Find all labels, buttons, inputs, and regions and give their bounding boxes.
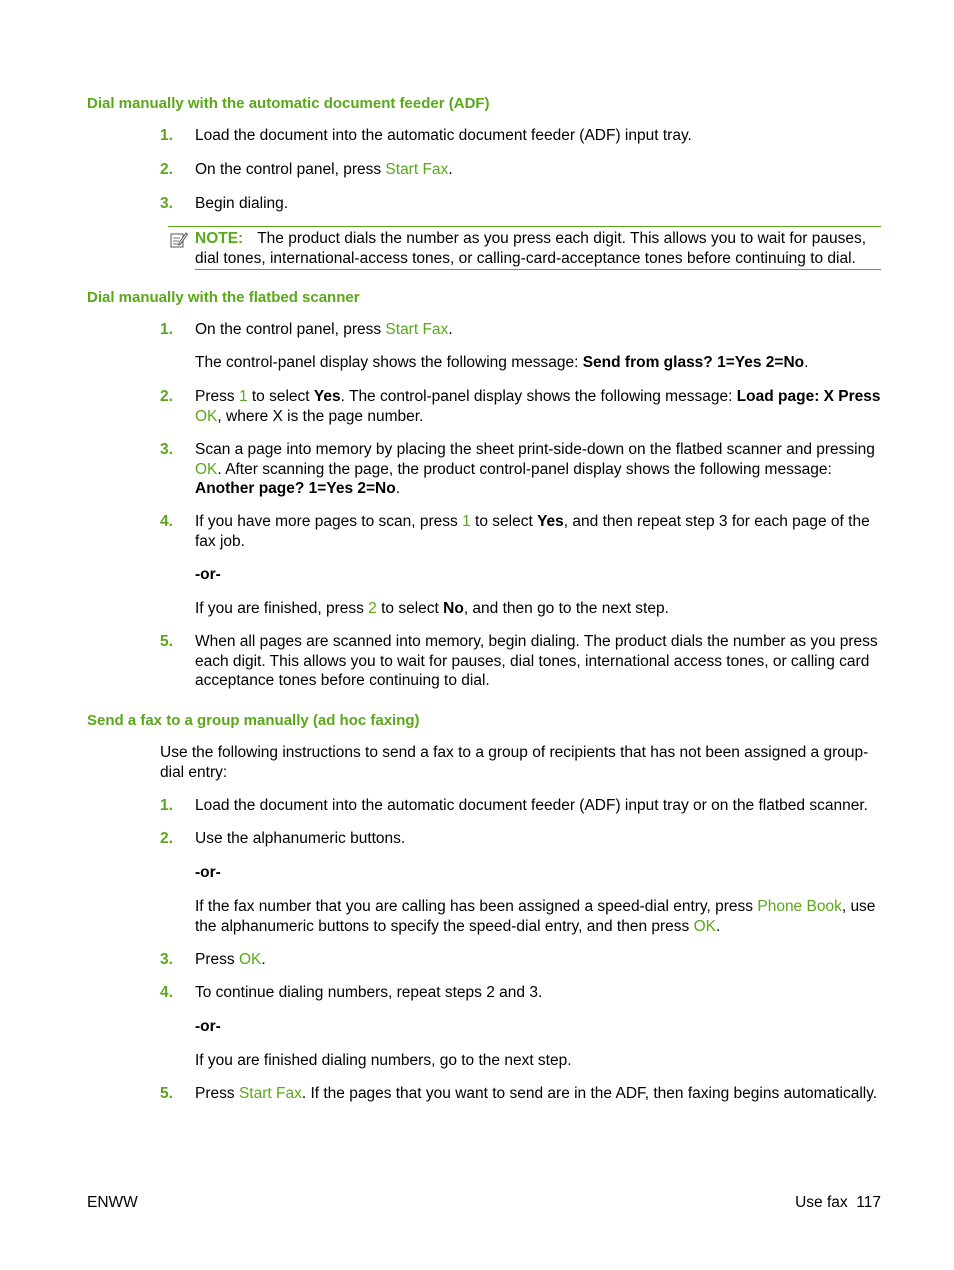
step-number: 5. (160, 633, 173, 650)
note-label: NOTE: (195, 230, 244, 247)
note-box (168, 226, 881, 267)
step-subtext: If you are finished, press 2 to select No, and then go to the next step. (195, 600, 669, 617)
step-subtext: The control-panel display shows the following message: Send from glass? 1=Yes 2=No. (195, 354, 809, 371)
step-text: Load the document into the automatic document feeder (ADF) input tray. (195, 127, 692, 144)
step-text: Scan a page into memory by placing the sheet print-side-down on the flatbed scanner and pressing OK. After scanning the page, the product control-panel display shows the following message: Another page? 1=Yes 2=No. (195, 441, 875, 497)
start-fax-button-ref: Start Fax (238, 1085, 302, 1102)
step-number: 1. (160, 127, 173, 144)
or-separator: -or- (195, 1018, 221, 1035)
step-text: Press OK. (195, 951, 266, 968)
step-text: Begin dialing. (195, 195, 289, 212)
step-subtext: If the fax number that you are calling has been assigned a speed-dial entry, press Phone Book, use the alphanumeric buttons to specify the speed-dial entry, and then press OK. (195, 898, 876, 935)
step-text: If you have more pages to scan, press 1 to select Yes, and then repeat step 3 for each page of the fax job. (195, 513, 870, 550)
step-number: 5. (160, 1085, 173, 1102)
start-fax-button-ref: Start Fax (385, 161, 449, 178)
note-body (195, 229, 881, 270)
section-heading-adf: Dial manually with the automatic document feeder (ADF) (87, 95, 490, 112)
step-text: On the control panel, press Start Fax. (195, 321, 453, 338)
step-number: 4. (160, 513, 173, 530)
step-text: Press 1 to select Yes. The control-panel display shows the following message: Load page: X Press OK, where X is the page number. (195, 388, 881, 425)
step-text: To continue dialing numbers, repeat steps 2 and 3. (195, 984, 543, 1001)
footer-right (795, 1193, 881, 1213)
or-separator: -or- (195, 864, 221, 881)
step-text: Use the alphanumeric buttons. (195, 830, 406, 847)
note-text: The product dials the number as you press each digit. This allows you to wait for pauses, dial tones, international-access tones, or calling-card-acceptance tones before continuing to dial. (195, 230, 867, 267)
step-number: 3. (160, 951, 173, 968)
step-number: 3. (160, 441, 173, 458)
step-text: Press Start Fax. If the pages that you want to send are in the ADF, then faxing begins automatically. (195, 1085, 878, 1102)
step-number: 4. (160, 984, 173, 1001)
intro-text: Use the following instructions to send a fax to a group of recipients that has not been assigned a group-dial entry: (160, 744, 869, 781)
footer-chapter: Use fax (795, 1194, 848, 1211)
step-text: Load the document into the automatic document feeder (ADF) input tray or on the flatbed scanner. (195, 797, 868, 814)
footer-left: ENWW (87, 1194, 138, 1211)
step-number: 2. (160, 388, 173, 405)
step-text: On the control panel, press Start Fax. (195, 161, 453, 178)
note-pencil-icon (170, 231, 188, 249)
step-number: 3. (160, 195, 173, 212)
step-number: 2. (160, 830, 173, 847)
step-number: 1. (160, 321, 173, 338)
phone-book-button-ref: Phone Book (757, 898, 842, 915)
section-heading-flatbed: Dial manually with the flatbed scanner (87, 289, 360, 306)
section-heading-group: Send a fax to a group manually (ad hoc faxing) (87, 712, 420, 729)
step-number: 2. (160, 161, 173, 178)
step-subtext: If you are finished dialing numbers, go to the next step. (195, 1052, 572, 1069)
start-fax-button-ref: Start Fax (385, 321, 449, 338)
page-number: 117 (856, 1194, 881, 1211)
step-text: When all pages are scanned into memory, begin dialing. The product dials the number as you press each digit. This allows you to wait for pauses, dial tones, international access tones, or calling card acceptance tones before continuing to dial. (195, 633, 878, 689)
or-separator: -or- (195, 566, 221, 583)
step-number: 1. (160, 797, 173, 814)
